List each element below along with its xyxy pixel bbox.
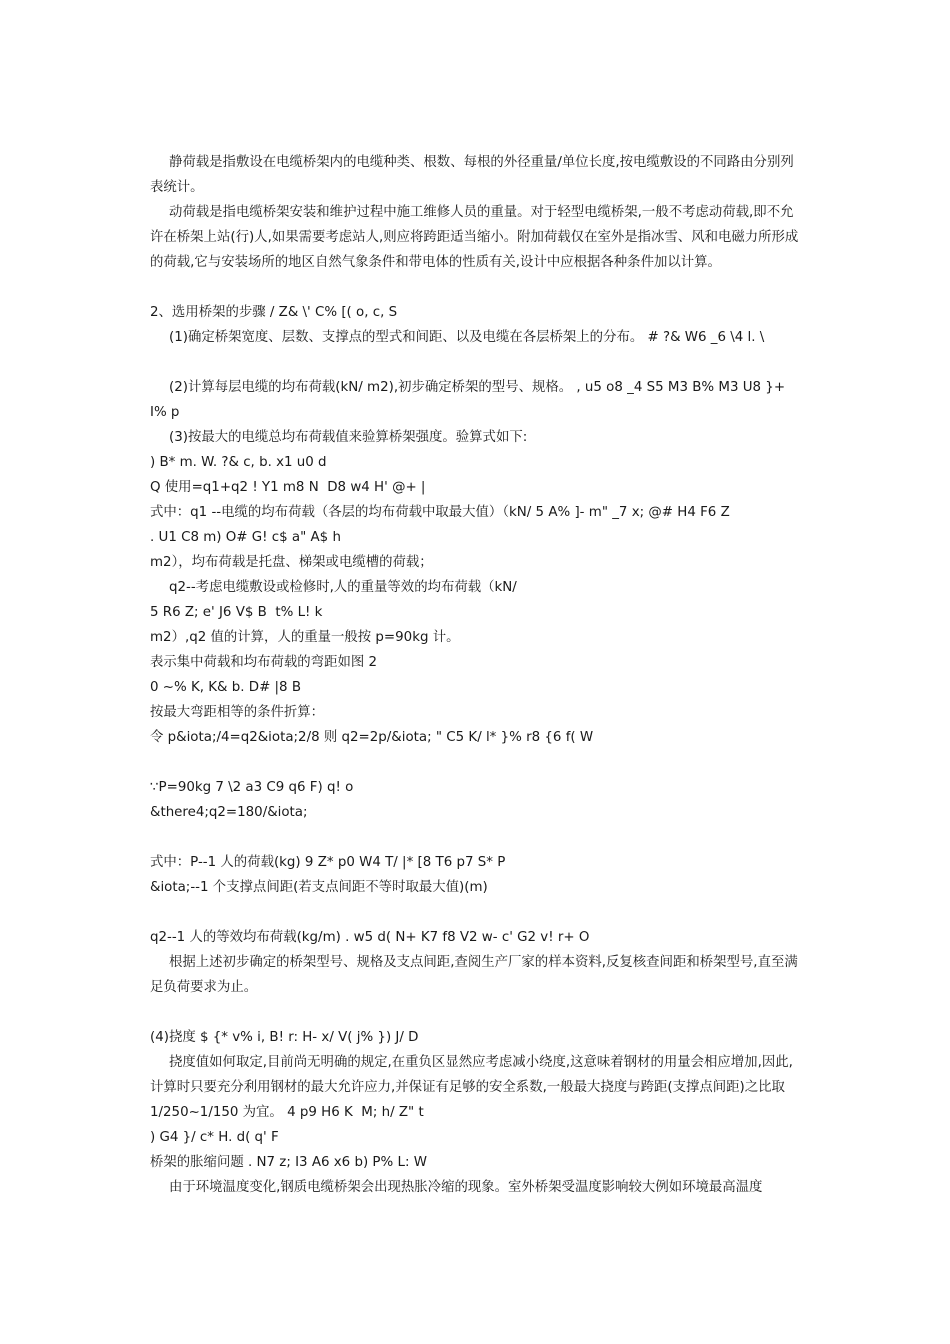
- paragraph: m2）,q2 值的计算，人的重量一般按 p=90kg 计。: [150, 630, 460, 645]
- document-body: [150, 150, 802, 1200]
- paragraph: m2），均布荷载是托盘、梯架或电缆槽的荷载；: [150, 555, 433, 570]
- paragraph: 桥架的胀缩问题 . N7 z; I3 A6 x6 b) P% L: W: [150, 1155, 427, 1170]
- blank-line: [150, 1000, 802, 1025]
- paragraph: 0 ~% K, K& b. D# |8 B: [150, 680, 302, 695]
- paragraph: 表示集中荷载和均布荷载的弯距如图 2: [150, 655, 378, 670]
- blank-line: [150, 900, 802, 925]
- blank-line: [150, 750, 802, 775]
- paragraph: . U1 C8 m) O# G! c$ a" A$ h: [150, 530, 341, 545]
- paragraph: 由于环境温度变化,钢质电缆桥架会出现热胀冷缩的现象。室外桥架受温度影响较大例如环境最高温度: [169, 1180, 763, 1195]
- paragraph: 动荷载是指电缆桥架安装和维护过程中施工维修人员的重量。对于轻型电缆桥架,一般不考虑动荷载,即不允许在桥架上站(行)人,如果需要考虑站人,则应将跨距适当缩小。附加荷载仅在室外是指冰雪、风和电磁力所形成的荷载,它与安装场所的地区自然气象条件和带电体的性质有关,设计中应根据各种条件加以计算。: [150, 205, 799, 270]
- paragraph: q2--考虑电缆敷设或检修时,人的重量等效的均布荷载（kN/: [169, 580, 517, 595]
- paragraph: (2)计算每层电缆的均布荷载(kN/ m2),初步确定桥架的型号、规格。 , u5 o8 _4 S5 M3 B% M3 U8 }+ I% p: [150, 380, 790, 420]
- paragraph: (1)确定桥架宽度、层数、支撑点的型式和间距、以及电缆在各层桥架上的分布。 # ?& W6 _6 \4 l. \: [169, 330, 765, 345]
- paragraph: ) B* m. W. ?& c, b. x1 u0 d: [150, 455, 327, 470]
- paragraph: 令 p&iota;/4=q2&iota;2/8 则 q2=2p/&iota; " C5 K/ l* }% r8 {6 f( W: [150, 730, 594, 745]
- blank-line: [150, 825, 802, 850]
- paragraph: &there4;q2=180/&iota;: [150, 805, 308, 820]
- paragraph: 式中：q1 --电缆的均布荷载（各层的均布荷载中取最大值）（kN/ 5 A% ]- m" _7 x; @# H4 F6 Z: [150, 505, 730, 520]
- paragraph: (3)按最大的电缆总均布荷载值来验算桥架强度。验算式如下:: [169, 430, 528, 445]
- blank-line: [150, 275, 802, 300]
- paragraph: (4)挠度 $ {* v% i, B! r: H- x/ V( j% }) J/ D: [150, 1030, 419, 1045]
- paragraph: 5 R6 Z; e' J6 V$ B t% L! k: [150, 605, 323, 620]
- paragraph: 挠度值如何取定,目前尚无明确的规定,在重负区显然应考虑减小绕度,这意味着钢材的用量会相应增加,因此,计算时只要充分利用钢材的最大允许应力,并保证有足够的安全系数,一般最大挠度与跨距(支撑点间距)之比取 1/250~1/150 为宜。 4 p9 H6 K M; h/ Z" t: [150, 1055, 793, 1120]
- paragraph: Q 使用=q1+q2 ! Y1 m8 N D8 w4 H' @+ |: [150, 480, 426, 495]
- paragraph: ∵P=90kg 7 \2 a3 C9 q6 F) q! o: [150, 780, 354, 795]
- paragraph: 静荷载是指敷设在电缆桥架内的电缆种类、根数、每根的外径重量/单位长度,按电缆敷设的不同路由分别列表统计。: [150, 155, 794, 195]
- blank-line: [150, 350, 802, 375]
- paragraph: 根据上述初步确定的桥架型号、规格及支点间距,查阅生产厂家的样本资料,反复核查间距和桥架型号,直至满足负荷要求为止。: [150, 955, 798, 995]
- paragraph: 2、选用桥架的步骤 / Z& \' C% [( o, c, S: [150, 305, 398, 320]
- paragraph: q2--1 人的等效均布荷载(kg/m) . w5 d( N+ K7 f8 V2 w- c' G2 v! r+ O: [150, 930, 590, 945]
- paragraph: 式中：P--1 人的荷载(kg) 9 Z* p0 W4 T/ |* [8 T6 p7 S* P: [150, 855, 506, 870]
- paragraph: &iota;--1 个支撑点间距(若支点间距不等时取最大值)(m): [150, 880, 488, 895]
- paragraph: ) G4 }/ c* H. d( q' F: [150, 1130, 279, 1145]
- paragraph: 按最大弯距相等的条件折算：: [150, 705, 325, 720]
